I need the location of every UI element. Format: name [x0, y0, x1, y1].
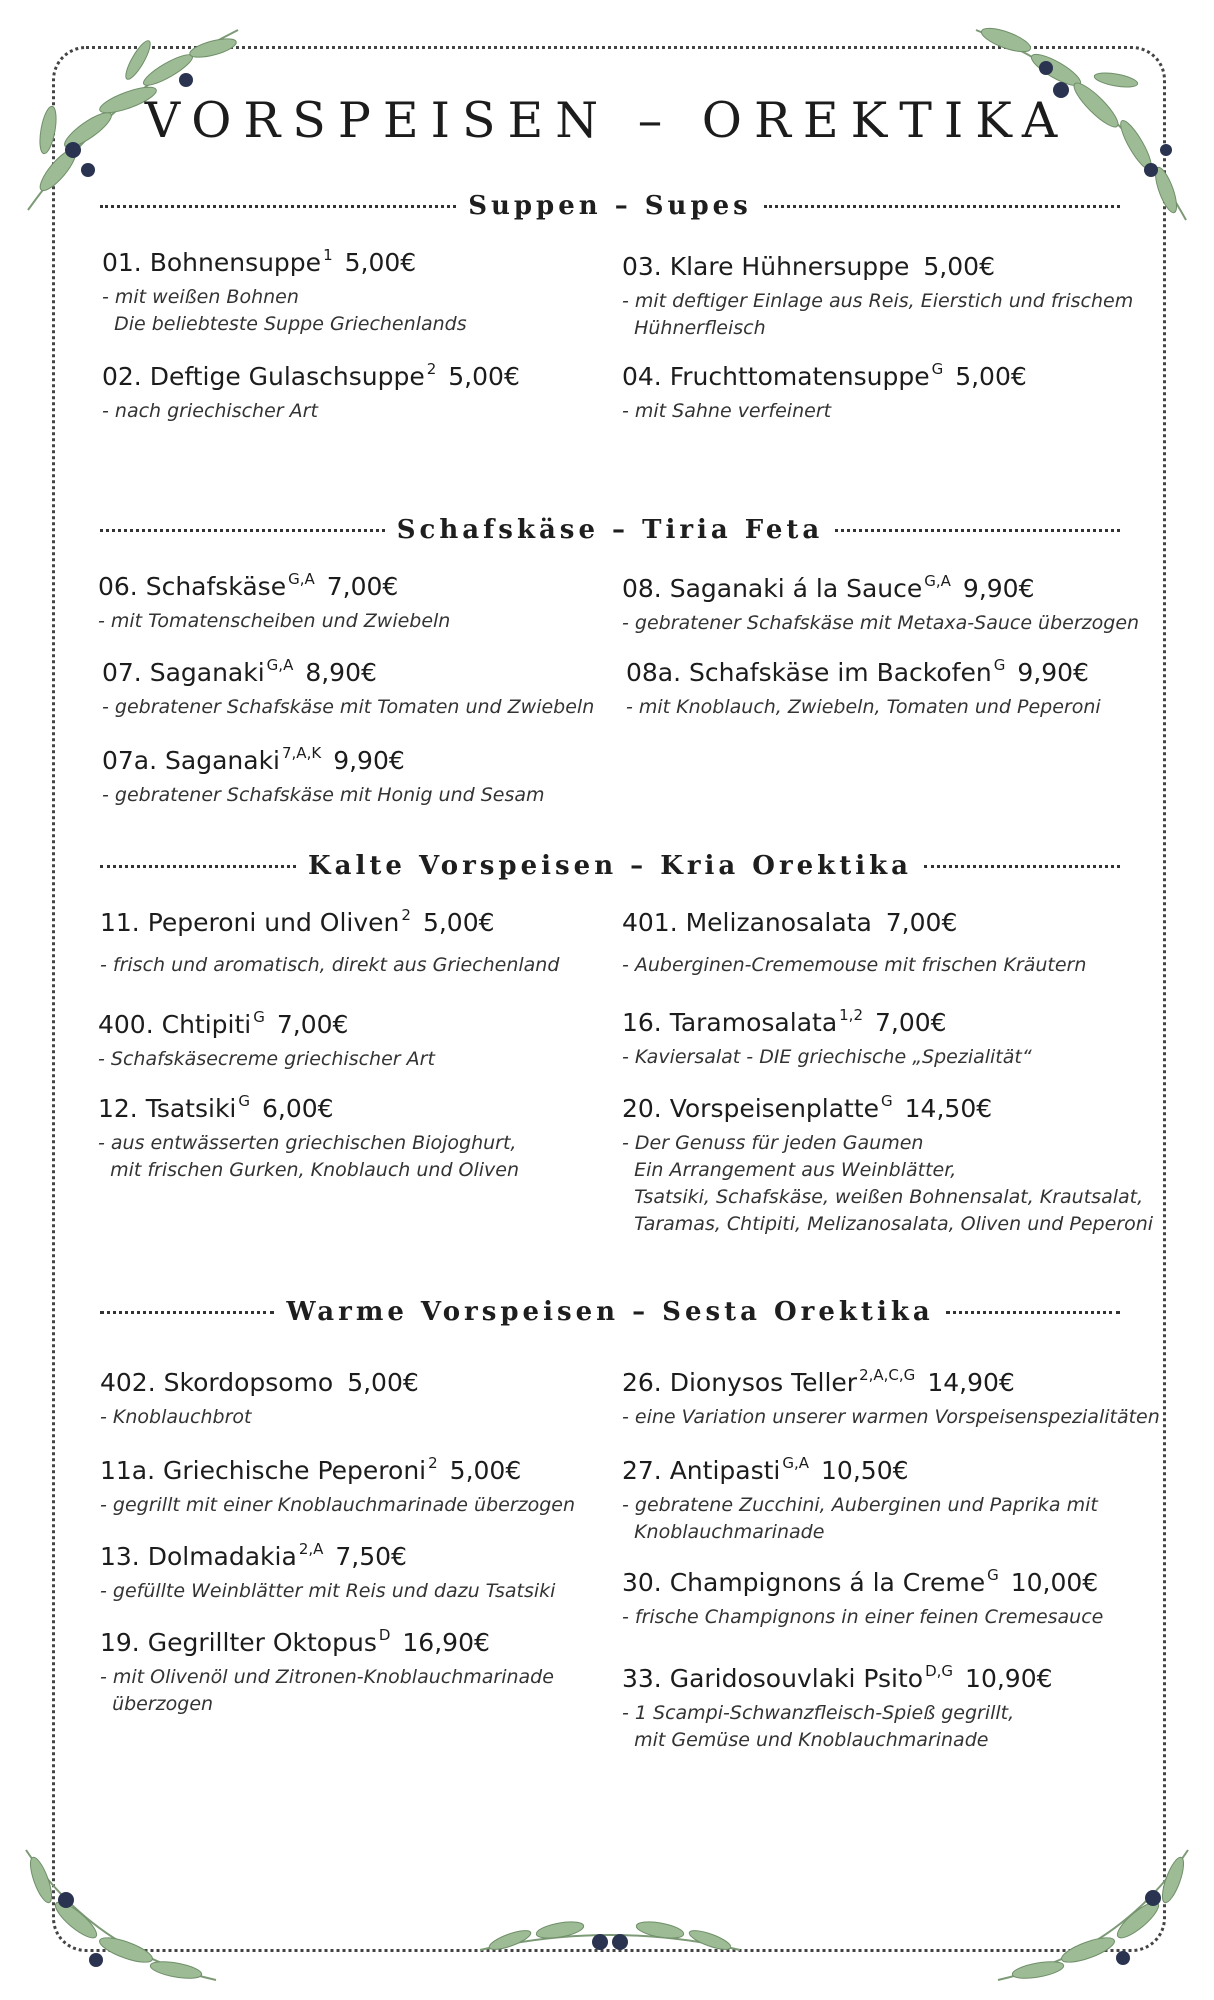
item-description: - Auberginen-Crememouse mit frischen Kräutern — [622, 954, 1087, 976]
menu-item: 402. Skordopsomo 5,00€ - Knoblauchbrot — [100, 1366, 419, 1431]
item-description: - gefüllte Weinblätter mit Reis und dazu Tsatsiki — [100, 1580, 556, 1602]
section-title: Kalte Vorspeisen – Kria Orektika — [308, 851, 912, 881]
item-description: - mit Sahne verfeinert — [622, 400, 832, 422]
item-description: - mit weißen Bohnen Die beliebteste Suppe Griechenlands — [102, 286, 467, 335]
section-heading-suppen — [100, 186, 1120, 226]
price: 10,90€ — [965, 1664, 1053, 1693]
menu-item: 12. Tsatsiki $^G$ 6,00€ - aus entwässerten griechischen Biojoghurt, mit frischen Gurken, Knoblauch und Oliven — [98, 1092, 519, 1184]
price: 5,00€ — [955, 362, 1027, 391]
item-description: - mit Tomatenscheiben und Zwiebeln — [98, 610, 451, 632]
price: 9,90€ — [962, 574, 1035, 603]
menu-item: 11a. Griechische Peperoni $^2$ 5,00€ - gegrillt mit einer Knoblauchmarinade überzogen — [100, 1454, 575, 1519]
price: 10,50€ — [821, 1456, 909, 1485]
price: 6,00€ — [262, 1094, 334, 1123]
page-title: VORSPEISEN – OREKTIKA — [144, 92, 1070, 149]
section-heading-warme-vorspeisen — [100, 1292, 1120, 1332]
menu-item: 08a. Schafskäse im Backofen $^G$ 9,90€ - mit Knoblauch, Zwiebeln, Tomaten und Peperoni — [626, 656, 1101, 721]
menu-item: 07. Saganaki $^{G,A}$ 8,90€ - gebratener Schafskäse mit Tomaten und Zwiebeln — [102, 656, 594, 721]
item-description: - frische Champignons in einer feinen Cremesauce — [622, 1606, 1104, 1628]
price: 7,50€ — [335, 1542, 407, 1571]
price: 8,90€ — [305, 658, 377, 687]
price: 5,00€ — [449, 1456, 522, 1485]
item-description: - Knoblauchbrot — [100, 1406, 252, 1428]
price: 5,00€ — [923, 252, 995, 281]
section-heading-kalte-vorspeisen — [100, 846, 1120, 886]
menu-item: 27. Antipasti $^{G,A}$ 10,50€ - gebratene Zucchini, Auberginen und Paprika mit Knoblauchmarinade — [622, 1454, 1098, 1546]
price: 9,90€ — [333, 746, 405, 775]
olive-branch-bottom-center-icon — [470, 1900, 750, 1970]
item-description: - gebratener Schafskäse mit Tomaten und Zwiebeln — [102, 696, 595, 718]
item-description: - Kaviersalat - DIE griechische „Spezialität“ — [622, 1046, 1032, 1068]
menu-item: 11. Peperoni und Oliven $^2$ 5,00€ - frisch und aromatisch, direkt aus Griechenland — [100, 906, 559, 979]
menu-item: 03. Klare Hühnersuppe 5,00€ - mit deftiger Einlage aus Reis, Eierstich und frischem Hühnerfleisch — [622, 250, 1133, 342]
menu-item: 20. Vorspeisenplatte $^G$ 14,50€ - Der Genuss für jeden Gaumen Ein Arrangement aus Weinblätter, Tsatsiki, Schafskäse, weißen Bohnensalat, Krautsalat, Taramas, Chtipiti, Melizanosalata, Oliven und Peperoni — [622, 1092, 1153, 1238]
item-description: - gebratener Schafskäse mit Honig und Sesam — [102, 784, 545, 806]
item-description: - aus entwässerten griechischen Biojoghurt, mit frischen Gurken, Knoblauch und Oliven — [98, 1132, 520, 1181]
section-title: Schafskäse – Tiria Feta — [396, 515, 824, 545]
olive-branch-bottom-right-icon — [988, 1840, 1198, 1990]
item-description: - Der Genuss für jeden Gaumen Ein Arrangement aus Weinblätter, Tsatsiki, Schafskäse, weißen Bohnensalat, Krautsalat, Taramas, Chtipiti, Melizanosalata, Oliven und Peperoni — [622, 1132, 1154, 1235]
menu-item: 30. Champignons á la Creme $^G$ 10,00€ - frische Champignons in einer feinen Cremesauce — [622, 1566, 1103, 1631]
item-description: - gebratener Schafskäse mit Metaxa-Sauce überzogen — [622, 612, 1140, 634]
olive-branch-bottom-left-icon — [16, 1840, 226, 1990]
menu-item: 19. Gegrillter Oktopus $^D$ 16,90€ - mit Olivenöl und Zitronen-Knoblauchmarinade überzogen — [100, 1626, 554, 1718]
item-description: - nach griechischer Art — [102, 400, 318, 422]
price: 16,90€ — [402, 1628, 490, 1657]
price: 9,90€ — [1017, 658, 1089, 687]
menu-item: 08. Saganaki á la Sauce $^{G,A}$ 9,90€ - gebratener Schafskäse mit Metaxa-Sauce überzogen — [622, 572, 1139, 637]
menu-item: 26. Dionysos Teller $^{2,A,C,G}$ 14,90€ - eine Variation unserer warmen Vorspeisenspezialitäten — [622, 1366, 1160, 1431]
price: 5,00€ — [347, 1368, 419, 1397]
item-description: - mit deftiger Einlage aus Reis, Eierstich und frischem Hühnerfleisch — [622, 290, 1134, 339]
section-heading-schafskaese — [100, 510, 1120, 550]
item-description: - 1 Scampi-Schwanzfleisch-Spieß gegrillt, mit Gemüse und Knoblauchmarinade — [622, 1702, 1015, 1751]
menu-item: 06. Schafskäse $^{G,A}$ 7,00€ - mit Tomatenscheiben und Zwiebeln — [98, 570, 450, 635]
menu-item: 401. Melizanosalata 7,00€ - Auberginen-Crememouse mit frischen Kräutern — [622, 906, 1086, 979]
item-description: - mit Knoblauch, Zwiebeln, Tomaten und Peperoni — [626, 696, 1101, 718]
menu-item: 13. Dolmadakia $^{2,A}$ 7,50€ - gefüllte Weinblätter mit Reis und dazu Tsatsiki — [100, 1540, 555, 1605]
item-description: - Schafskäsecreme griechischer Art — [98, 1048, 435, 1070]
menu-item: 33. Garidosouvlaki Psito $^{D,G}$ 10,90€ - 1 Scampi-Schwanzfleisch-Spieß gegrillt, mit Gemüse und Knoblauchmarinade — [622, 1662, 1053, 1754]
item-description: - frisch und aromatisch, direkt aus Griechenland — [100, 954, 560, 976]
price: 14,90€ — [927, 1368, 1015, 1397]
price: 7,00€ — [276, 1010, 349, 1039]
price: 5,00€ — [422, 908, 495, 937]
menu-item: 400. Chtipiti $^G$ 7,00€ - Schafskäsecreme griechischer Art — [98, 1008, 435, 1073]
section-title: Warme Vorspeisen – Sesta Orektika — [286, 1297, 934, 1327]
item-description: - gebratene Zucchini, Auberginen und Paprika mit Knoblauchmarinade — [622, 1494, 1098, 1543]
menu-item: 04. Fruchttomatensuppe $^G$ 5,00€ - mit Sahne verfeinert — [622, 360, 1027, 425]
price: 7,00€ — [875, 1008, 947, 1037]
price: 7,00€ — [885, 908, 958, 937]
price: 7,00€ — [326, 572, 399, 601]
menu-item: 07a. Saganaki $^{7,A,K}$ 9,90€ - gebratener Schafskäse mit Honig und Sesam — [102, 744, 545, 809]
price: 5,00€ — [448, 362, 520, 391]
price: 10,00€ — [1010, 1568, 1099, 1597]
menu-item: 16. Taramosalata $^{1,2}$ 7,00€ - Kaviersalat - DIE griechische „Spezialität“ — [622, 1006, 1032, 1071]
menu-item: 02. Deftige Gulaschsuppe $^2$ 5,00€ - nach griechischer Art — [102, 360, 520, 425]
price: 14,50€ — [904, 1094, 993, 1123]
price: 5,00€ — [344, 248, 417, 277]
menu-item: 01. Bohnensuppe $^1$ 5,00€ - mit weißen Bohnen Die beliebteste Suppe Griechenlands — [102, 246, 467, 338]
section-title: Suppen – Supes — [468, 191, 752, 221]
item-description: - mit Olivenöl und Zitronen-Knoblauchmarinade überzogen — [100, 1666, 554, 1715]
item-description: - eine Variation unserer warmen Vorspeisenspezialitäten — [622, 1406, 1160, 1428]
item-description: - gegrillt mit einer Knoblauchmarinade überzogen — [100, 1494, 576, 1516]
